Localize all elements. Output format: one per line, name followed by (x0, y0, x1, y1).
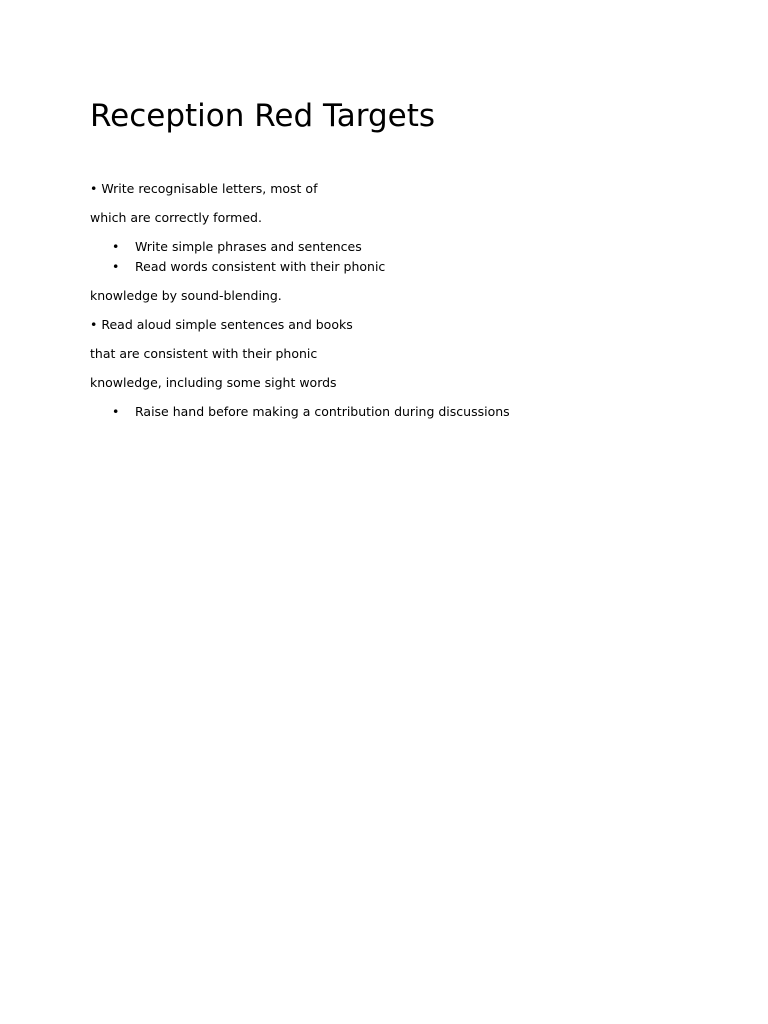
list-item-text: Read words consistent with their phonic (135, 259, 386, 274)
paragraph-line: knowledge by sound-blending. (90, 288, 282, 303)
bullet-icon: • (112, 239, 120, 254)
paragraph-line: that are consistent with their phonic (90, 346, 318, 361)
paragraph-line: • Read aloud simple sentences and books (90, 317, 353, 332)
list-item-text: Write simple phrases and sentences (135, 239, 362, 254)
paragraph-line: knowledge, including some sight words (90, 375, 337, 390)
bullet-icon: • (112, 259, 120, 274)
list-item-text: Raise hand before making a contribution during discussions (135, 404, 510, 419)
page-title: Reception Red Targets (90, 98, 436, 134)
paragraph-line: • Write recognisable letters, most of (90, 181, 318, 196)
bullet-icon: • (112, 404, 120, 419)
paragraph-line: which are correctly formed. (90, 210, 262, 225)
